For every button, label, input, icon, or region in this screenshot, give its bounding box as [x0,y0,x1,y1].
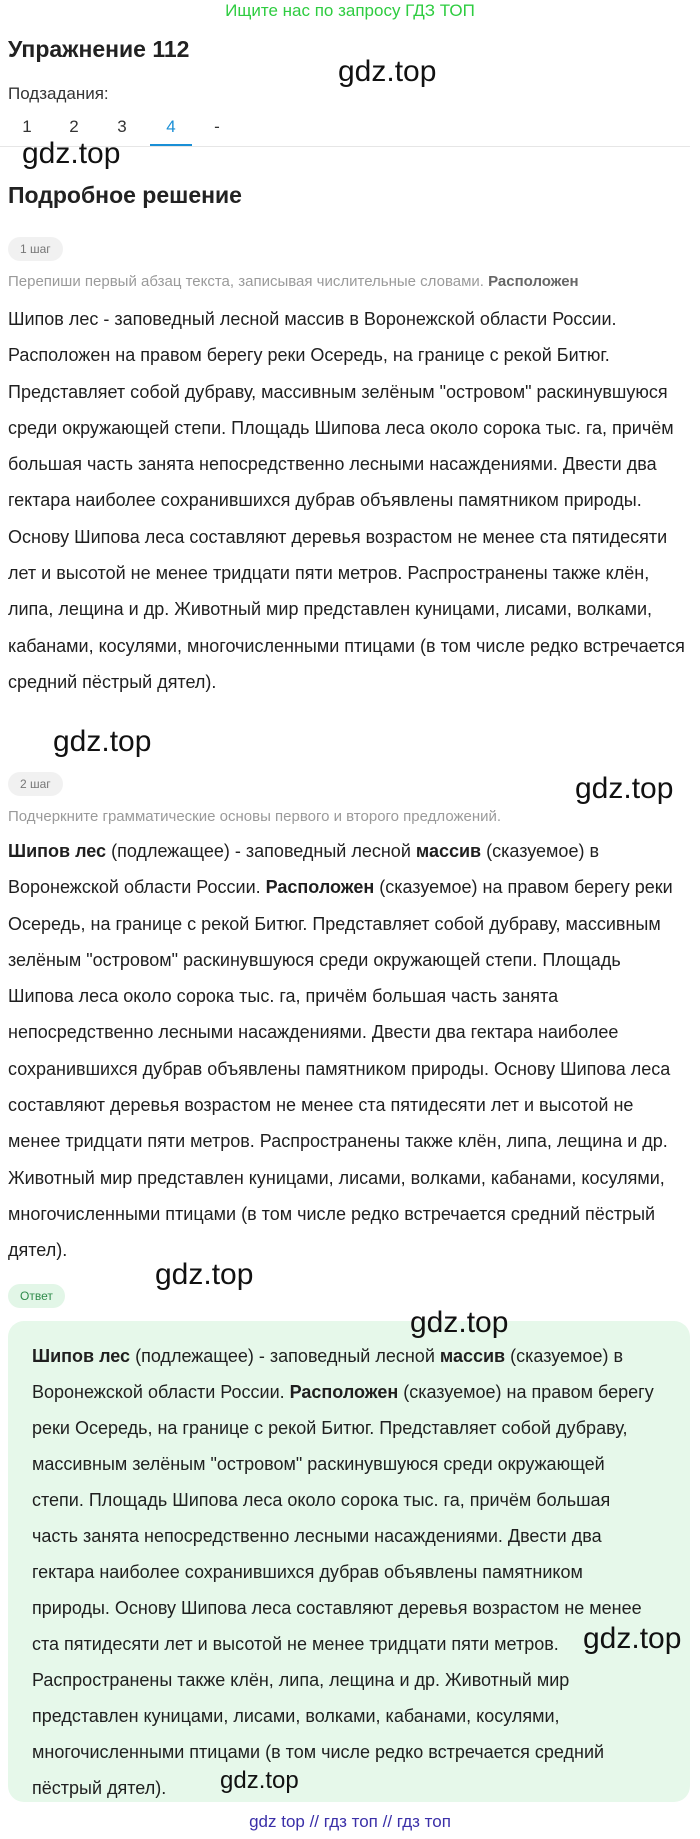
text-part: (сказуемое) в Воронежской области России. [8,841,600,898]
tab-4[interactable]: 4 [150,110,192,146]
predicate-bold: Расположен [289,1382,399,1402]
watermark: gdz.top [155,1258,254,1291]
step-2-instruction: Подчеркните грамматические основы первого и второго предложений. [8,808,502,825]
text-part: (сказуемое) на правом берегу реки Осередь, на границе с рекой Битюг. Представляет собой дубраву, массивным зелёным "островом" раскинувшуюся среди окружающей степи. Площадь Шипова леса около сорока тыс. га, причём большая часть занята непосредственно лесными насаждениями. Двести два гектара наиболее сохранившихся дубрав объявлены памятником природы. Основу Шипова леса составляют деревья возрастом не менее ста пятидесяти лет и высотой не менее тридцати пяти метров. Распространены также клён, липа, лещина и др. Животный мир представлен куницами, лисами, волками, кабанами, косулями, многочисленными птицами (в том числе редко встречается средний пёстрый дятел). [32,1382,654,1798]
step-2-badge: 2 шаг [8,772,63,796]
step-1-instruction [8,273,579,290]
watermark: gdz.top [22,137,121,170]
text-part: (подлежащее) - заповедный лесной [106,841,416,861]
predicate-bold: Расположен [265,877,375,898]
subject-bold: Шипов лес [32,1346,131,1366]
step-2-text [8,833,690,1269]
tab-3[interactable]: 3 [117,117,127,136]
tab-2[interactable]: 2 [69,117,79,136]
step-1-instruction-bold: Расположен [488,273,579,290]
predicate-bold: массив [415,841,482,861]
text-part: (сказуемое) на правом берегу реки Осередь, на границе с рекой Битюг. Представляет собой дубраву, массивным зелёным "островом" раскинувшуюся среди окружающей степи. Площадь Шипова леса около сорока тыс. га, причём большая часть занята непосредственно лесными насаждениями. Двести два гектара наиболее сохранившихся дубрав объявлены памятником природы. Основу Шипова леса составляют деревья возрастом не менее ста пятидесяти лет и высотой не менее тридцати пяти метров. Распространены также клён, липа, лещина и др. Животный мир представлен куницами, лисами, волками, кабанами, косулями, многочисленными птицами (в том числе редко встречается средний пёстрый дятел). [8,877,673,1261]
step-1-text: Шипов лес - заповедный лесной массив в Воронежской области России. Расположен на правом берегу реки Осередь, на границе с рекой Битюг. Представляет собой дубраву, массивным зелёным "островом" раскинувшуюся среди окружающей степи. Площадь Шипова леса около сорока тыс. га, причём большая часть занята непосредственно лесными насаждениями. Двести два гектара наиболее сохранившихся дубрав объявлены памятником природы. Основу Шипова леса составляют деревья возрастом не менее ста пятидесяти лет и высотой не менее тридцати пяти метров. Распространены также клён, липа, лещина и др. Животный мир представлен куницами, лисами, волками, кабанами, косулями, многочисленными птицами (в том числе редко встречается средний пёстрый дятел). [8,309,685,692]
answer-box [8,1321,690,1802]
answer-badge: Ответ [8,1284,65,1308]
subtasks-label: Подзадания: [8,84,109,103]
step-1-badge: 1 шаг [8,237,63,261]
watermark: gdz.top [410,1306,509,1339]
answer-text [32,1338,660,1806]
subject-bold: Шипов лес [8,841,107,861]
section-title: Подробное решение [8,182,242,208]
predicate-bold: массив [439,1346,506,1366]
footer-links[interactable]: gdz top // гдз топ // гдз топ [249,1812,451,1831]
exercise-title: Упражнение 112 [8,36,190,62]
text-part: (подлежащее) - заповедный лесной [130,1346,440,1366]
tab-1[interactable]: 1 [22,117,32,136]
watermark: gdz.top [583,1622,682,1655]
watermark: gdz.top [53,725,152,758]
search-banner: Ищите нас по запросу ГДЗ ТОП [225,1,475,20]
watermark: gdz.top [338,55,437,88]
watermark: gdz.top [220,1767,299,1794]
watermark: gdz.top [575,772,674,805]
text-part: (сказуемое) в Воронежской области России. [32,1346,624,1402]
tab-more[interactable]: - [214,117,220,136]
step-1-instruction-text: Перепиши первый абзац текста, записывая числительные словами. [8,273,484,290]
